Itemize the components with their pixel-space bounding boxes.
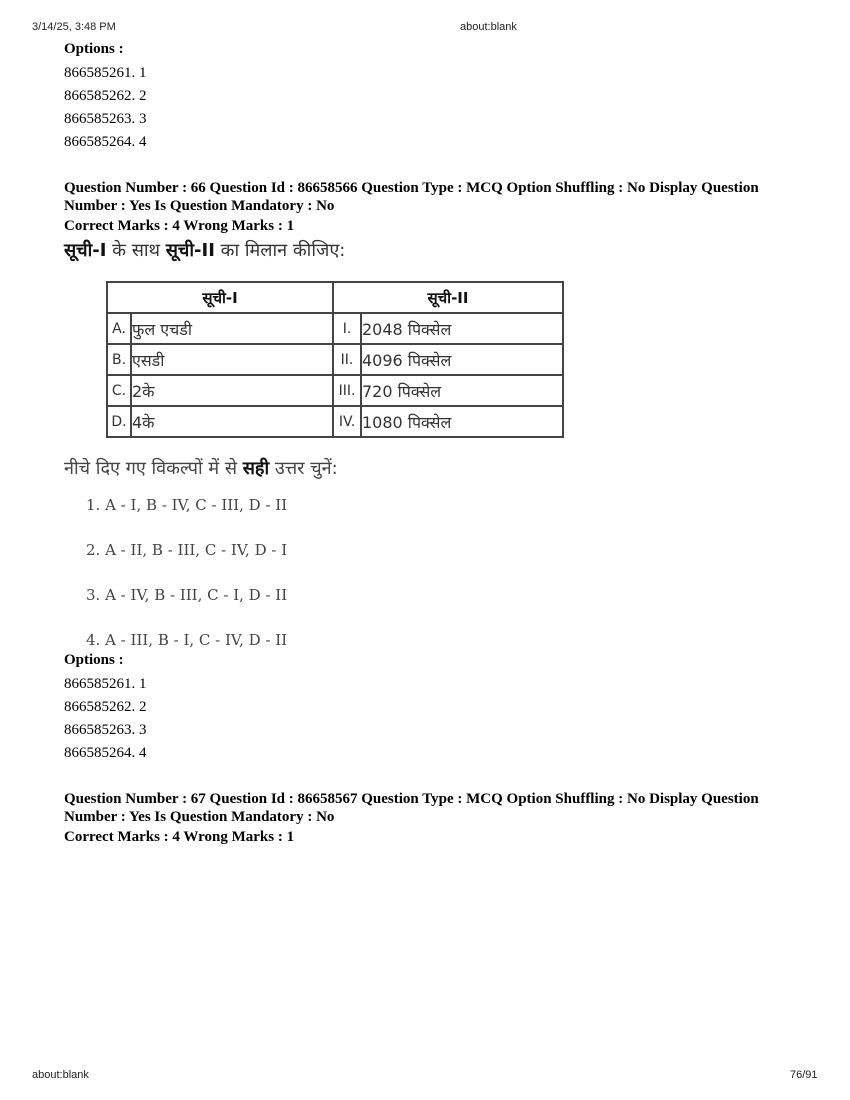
row-value-2: 4096 पिक्सेल: [361, 344, 563, 375]
choose-text2: उत्तर चुनें:: [269, 458, 338, 479]
row-key-1: A.: [107, 313, 131, 344]
table-row: [107, 344, 563, 375]
choose-emphasis: सही: [242, 458, 270, 479]
question-meta-line2: Number : Yes Is Question Mandatory : No: [64, 198, 335, 214]
answer-choice: 1. A - I, B - IV, C - III, D - II: [86, 496, 288, 514]
row-key-2: III.: [333, 375, 361, 406]
match-table-header: [107, 282, 563, 313]
table-row: [107, 375, 563, 406]
answer-choice: 2. A - II, B - III, C - IV, D - I: [86, 541, 288, 559]
choose-text1: नीचे दिए गए विकल्पों में से: [64, 458, 243, 479]
instruction-list2: सूची-II: [165, 240, 215, 261]
question-meta-line1: Question Number : 66 Question Id : 86658566 Question Type : MCQ Option Shuffling : No Display Question: [64, 180, 759, 196]
question-66: [64, 179, 794, 765]
row-value-2: 2048 पिक्सेल: [361, 313, 563, 344]
option-item: 866585261. 1: [64, 65, 147, 81]
options-title: Options :: [64, 652, 124, 668]
question-meta: [64, 179, 794, 215]
instruction-text1: के साथ: [106, 240, 166, 261]
question-marks: Correct Marks : 4 Wrong Marks : 1: [64, 829, 295, 845]
previous-question-options: [64, 40, 794, 154]
question-meta-line1: Question Number : 67 Question Id : 86658567 Question Type : MCQ Option Shuffling : No Display Question: [64, 791, 759, 807]
row-value-1: 2के: [131, 375, 333, 406]
row-key-1: C.: [107, 375, 131, 406]
document-content: [64, 40, 794, 846]
answer-choice: 3. A - IV, B - III, C - I, D - II: [86, 586, 288, 604]
option-item: 866585263. 3: [64, 111, 147, 127]
footer-url: about:blank: [32, 1069, 89, 1081]
option-item: 866585262. 2: [64, 699, 147, 715]
row-key-2: IV.: [333, 406, 361, 437]
page-number: 76/91: [790, 1069, 818, 1081]
instruction-list1: सूची-I: [64, 240, 107, 261]
option-item: 866585262. 2: [64, 88, 147, 104]
match-table: [106, 281, 564, 438]
row-key-2: II.: [333, 344, 361, 375]
match-instruction: [64, 237, 794, 265]
choose-instruction: [64, 456, 794, 480]
question-meta: [64, 790, 794, 826]
question-meta-line2: Number : Yes Is Question Mandatory : No: [64, 809, 335, 825]
row-value-2: 720 पिक्सेल: [361, 375, 563, 406]
option-item: 866585264. 4: [64, 134, 147, 150]
question-body: [64, 237, 794, 651]
column-head-list2: सूची-II: [333, 282, 563, 313]
table-row: [107, 313, 563, 344]
option-item: 866585263. 3: [64, 722, 147, 738]
question-marks: Correct Marks : 4 Wrong Marks : 1: [64, 218, 295, 234]
row-key-2: I.: [333, 313, 361, 344]
option-item: 866585264. 4: [64, 745, 147, 761]
option-item: 866585261. 1: [64, 676, 147, 692]
row-key-1: D.: [107, 406, 131, 437]
question-67: [64, 790, 794, 846]
row-value-1: 4के: [131, 406, 333, 437]
question-options: [64, 651, 794, 765]
options-title: Options :: [64, 41, 124, 57]
answer-choices: [86, 494, 794, 651]
row-value-1: एसडी: [131, 344, 333, 375]
row-key-1: B.: [107, 344, 131, 375]
table-row: [107, 406, 563, 437]
instruction-text2: का मिलान कीजिए:: [214, 240, 346, 261]
row-value-1: फुल एचडी: [131, 313, 333, 344]
row-value-2: 1080 पिक्सेल: [361, 406, 563, 437]
print-url: about:blank: [460, 21, 517, 33]
print-datetime: 3/14/25, 3:48 PM: [32, 21, 116, 33]
column-head-list1: सूची-I: [107, 282, 333, 313]
answer-choice: 4. A - III, B - I, C - IV, D - II: [86, 631, 288, 649]
